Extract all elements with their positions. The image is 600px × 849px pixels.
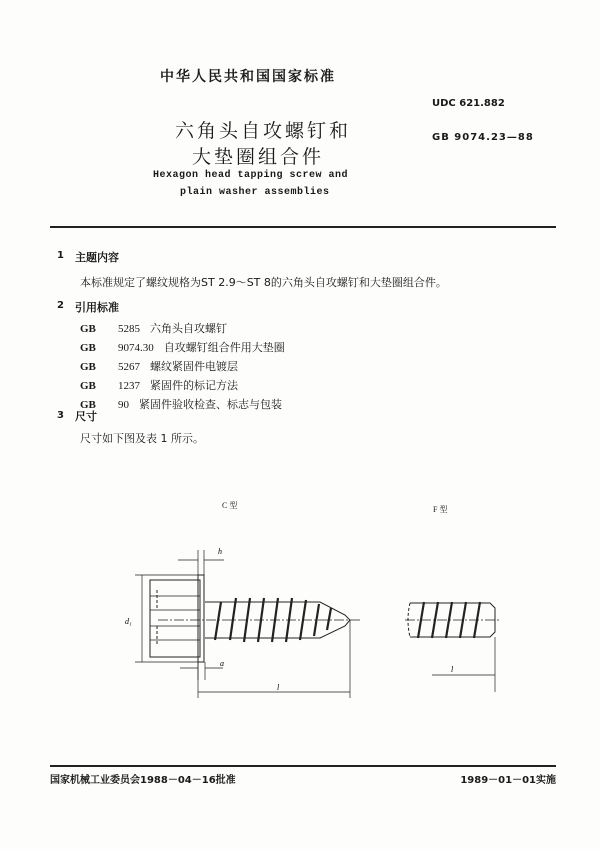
- section-title: 引用标准: [75, 301, 119, 314]
- title-en-line2: plain washer assemblies: [180, 187, 330, 198]
- standard-number: GB 9074.23—88: [432, 132, 534, 143]
- dim-l: l: [277, 683, 280, 692]
- ref-number: 9074.30: [118, 342, 154, 354]
- ref-number: 1237: [118, 380, 140, 392]
- figure-label-type-f: F 型: [433, 505, 448, 514]
- ref-code: GB: [80, 323, 96, 335]
- title-cn-line2: 大垫圈组合件: [192, 146, 325, 168]
- ref-title: 六角头自攻螺钉: [150, 322, 227, 335]
- reference-item: [80, 358, 238, 374]
- ref-code: GB: [80, 380, 96, 392]
- reference-item: [80, 339, 285, 355]
- effective-date: 1989－01－01实施: [460, 775, 556, 786]
- standard-category: 中华人民共和国国家标准: [160, 69, 336, 85]
- dim-a: a: [220, 659, 224, 668]
- section-title: 主题内容: [75, 251, 119, 264]
- ref-number: 5285: [118, 323, 140, 335]
- footer-divider: [50, 765, 556, 767]
- reference-item: [80, 396, 282, 412]
- ref-title: 自攻螺钉组合件用大垫圈: [163, 341, 285, 354]
- header-divider: [50, 226, 556, 228]
- section-title: 尺寸: [75, 410, 97, 423]
- ref-code: GB: [80, 399, 96, 411]
- ref-number: 5267: [118, 361, 140, 373]
- ref-number: 90: [118, 399, 129, 411]
- section-number: 3: [57, 410, 64, 421]
- ref-code: GB: [80, 342, 96, 354]
- ref-code: GB: [80, 361, 96, 373]
- section-text: 本标准规定了螺纹规格为ST 2.9～ST 8的六角头自攻螺钉和大垫圈组合件。: [80, 276, 447, 289]
- dim-d1: d₁: [125, 617, 132, 626]
- washer: [198, 575, 204, 662]
- dim-l-f: l: [451, 665, 454, 674]
- title-cn-line1: 六角头自攻螺钉和: [175, 120, 352, 142]
- approval-date: 国家机械工业委员会1988－04－16批准: [50, 775, 236, 786]
- section-text: 尺寸如下图及表 1 所示。: [80, 432, 204, 445]
- ref-title: 螺纹紧固件电镀层: [150, 360, 238, 373]
- dim-h: h: [218, 547, 222, 556]
- reference-item: [80, 320, 227, 336]
- reference-item: [80, 377, 238, 393]
- figure-label-type-c: C 型: [222, 501, 238, 510]
- screw-drawing: [120, 540, 520, 700]
- section-number: 1: [57, 250, 64, 261]
- title-en-line1: Hexagon head tapping screw and: [153, 170, 349, 181]
- udc-number: UDC 621.882: [432, 98, 505, 109]
- ref-title: 紧固件验收检查、标志与包装: [139, 398, 282, 411]
- section-number: 2: [57, 300, 64, 311]
- ref-title: 紧固件的标记方法: [150, 379, 238, 392]
